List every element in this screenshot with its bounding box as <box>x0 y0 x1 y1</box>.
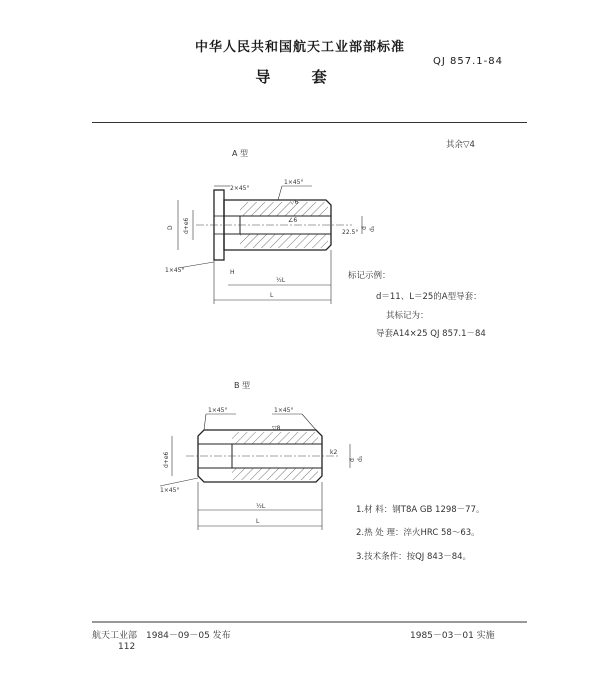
footer-issued-date: 1984－09－05 发布 <box>146 631 231 641</box>
footer-effective-date: 1985－03－01 实施 <box>410 631 495 641</box>
type-a-height-small: H <box>230 269 235 276</box>
type-a-finish-top: ▽6 <box>290 199 299 206</box>
type-b-chamfer-left-bottom: 1×45° <box>160 487 180 494</box>
type-a-chamfer-main: 1×45° <box>284 179 304 186</box>
type-b-drawing <box>160 407 364 530</box>
type-a-d-label: d+e6 <box>183 217 190 234</box>
type-a-half-L: ½L <box>276 277 286 284</box>
tech-req-2: 2.热 处 理：淬火HRC 58～63。 <box>356 528 480 538</box>
type-b-lower-wall <box>232 468 318 480</box>
type-b-upper-wall <box>232 432 318 444</box>
type-a-D-label: D <box>167 225 174 230</box>
type-b-d-label: d+e6 <box>163 451 170 468</box>
type-b-length: L <box>256 518 260 525</box>
marking-line-1: d＝11、L＝25的A型导套： <box>376 292 482 302</box>
type-a-label: A 型 <box>232 149 249 158</box>
type-b-chamfer-left-top: 1×45° <box>208 407 228 414</box>
type-a-bore2: d₁ <box>369 225 376 232</box>
type-a-finish-angle: ∠6 <box>288 217 298 224</box>
type-b-label: B 型 <box>234 381 251 390</box>
type-a-lower-wall <box>240 234 328 248</box>
type-b-k-label: k2 <box>330 449 338 456</box>
type-a-bore: d <box>361 226 368 230</box>
document-title: 导 套 <box>255 68 345 86</box>
marking-line-2: 其标记为： <box>386 311 429 321</box>
type-a-drawing <box>165 179 376 304</box>
tech-req-1: 1.材 料：钢T8A GB 1298－77。 <box>356 505 485 515</box>
surface-finish-note: 其余▽4 <box>446 140 475 150</box>
marking-heading: 标记示例： <box>348 271 391 281</box>
type-b-finish: ▽8 <box>272 425 281 432</box>
type-b-bore: d <box>349 458 356 462</box>
type-b-half-L: ½L <box>256 503 266 510</box>
tech-req-3: 3.技术条件：按QJ 843－84。 <box>356 552 472 562</box>
issuing-organization: 中华人民共和国航天工业部部标准 <box>194 40 405 55</box>
marking-line-3: 导套A14×25 QJ 857.1－84 <box>376 329 486 339</box>
footer-organization: 航天工业部 <box>92 631 138 641</box>
type-a-length: L <box>270 292 274 299</box>
page-number: 112 <box>118 642 136 652</box>
type-a-taper: 22.5° <box>342 229 359 236</box>
type-a-chamfer-left: 1×45° <box>165 267 185 274</box>
type-a-upper-wall <box>240 202 328 216</box>
type-a-chamfer-top: 2×45° <box>230 185 250 192</box>
type-b-bore2: d₁ <box>357 455 364 462</box>
standard-number: QJ 857.1-84 <box>433 56 503 67</box>
type-b-chamfer-right-top: 1×45° <box>274 407 294 414</box>
